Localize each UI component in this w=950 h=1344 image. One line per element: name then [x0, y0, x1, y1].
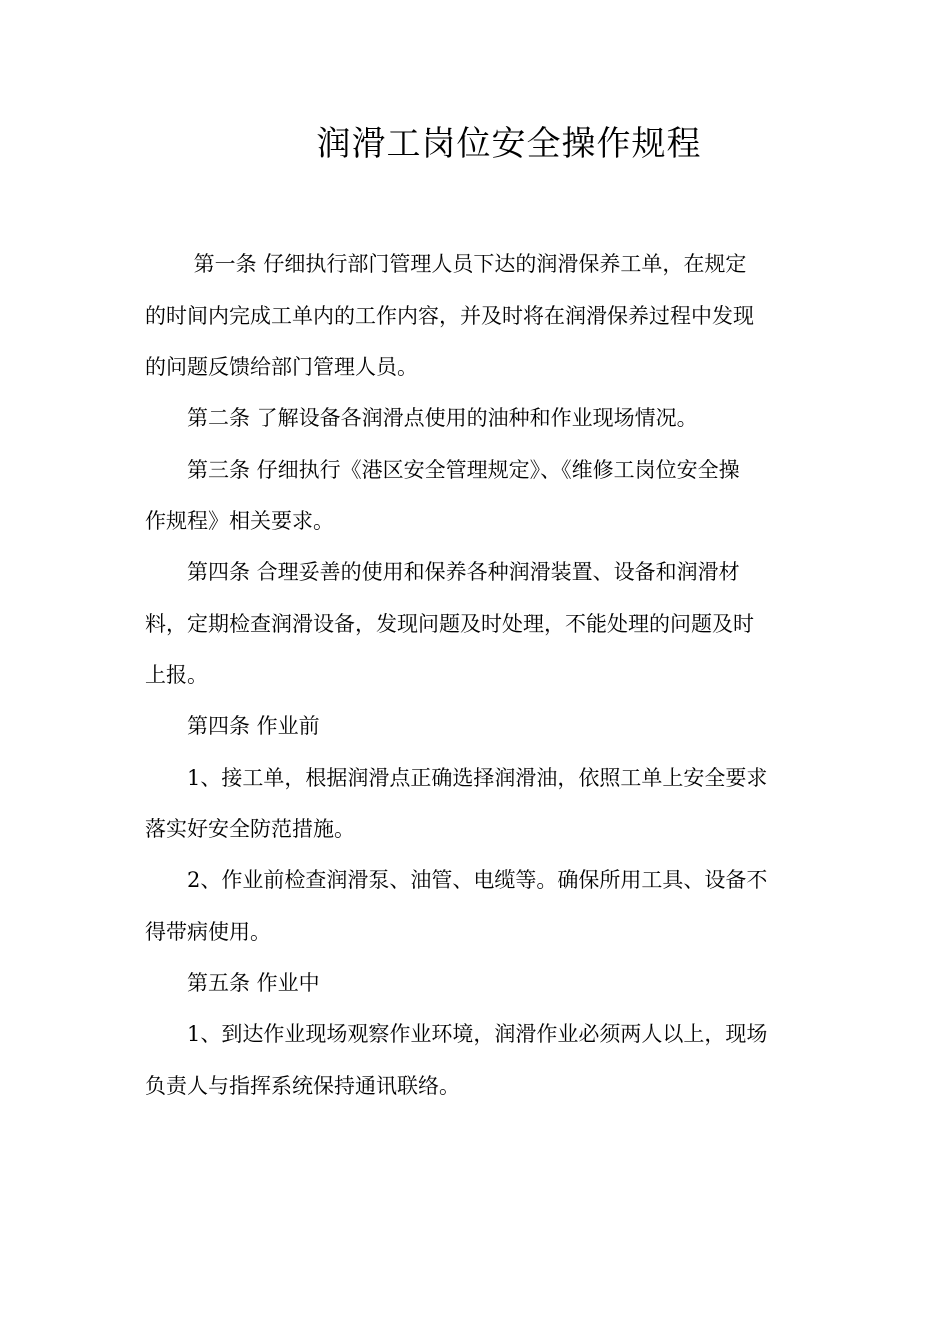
text-line: 料，定期检查润滑设备，发现问题及时处理，不能处理的问题及时	[145, 612, 754, 636]
text-line: 第一条 仔细执行部门管理人员下达的润滑保养工单，在规定	[145, 252, 747, 276]
text-line: 第二条 了解设备各润滑点使用的油种和作业现场情况。	[145, 406, 698, 430]
text-line: 第五条 作业中	[145, 971, 320, 995]
text-line: 第四条 合理妥善的使用和保养各种润滑装置、设备和润滑材	[145, 560, 740, 584]
text-line: 的问题反馈给部门管理人员。	[145, 355, 418, 379]
text-line: 1、到达作业现场观察作业环境，润滑作业必须两人以上，现场	[145, 1022, 768, 1046]
text-line: 第三条 仔细执行《港区安全管理规定》、《维修工岗位安全操	[145, 458, 740, 482]
text-line: 第四条 作业前	[145, 714, 320, 738]
text-line: 的时间内完成工单内的工作内容，并及时将在润滑保养过程中发现	[145, 304, 754, 328]
text-line: 1、接工单，根据润滑点正确选择润滑油，依照工单上安全要求	[145, 766, 768, 790]
document-title: 润滑工岗位安全操作规程	[316, 124, 702, 164]
text-line: 作规程》相关要求。	[145, 509, 334, 533]
text-line: 得带病使用。	[145, 920, 271, 944]
text-line: 负责人与指挥系统保持通讯联络。	[145, 1074, 460, 1098]
text-line: 上报。	[145, 663, 208, 687]
text-line: 2、作业前检查润滑泵、油管、电缆等。确保所用工具、设备不	[145, 868, 768, 892]
text-line: 落实好安全防范措施。	[145, 817, 355, 841]
